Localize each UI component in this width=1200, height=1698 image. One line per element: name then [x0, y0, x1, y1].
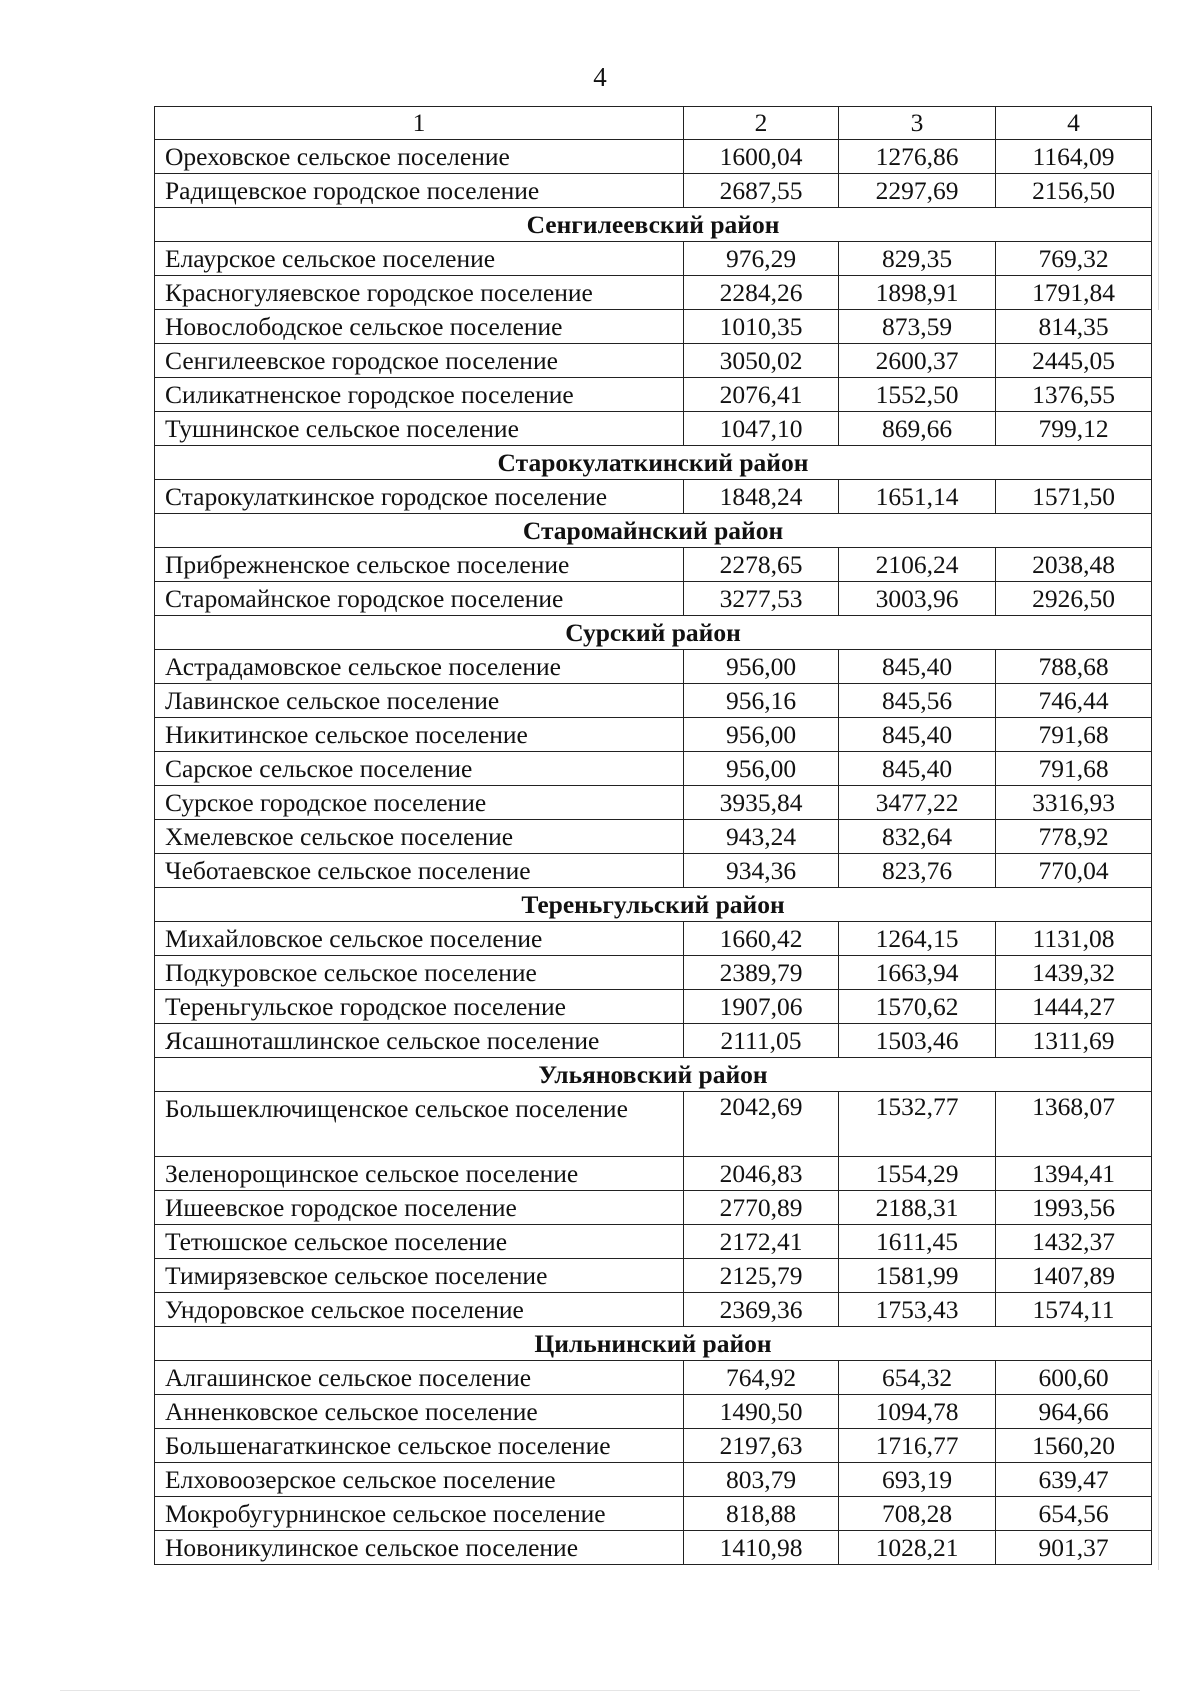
table-row [155, 752, 1152, 786]
scan-artifact [60, 1690, 1140, 1691]
value-cell-col2: 956,00 [684, 650, 839, 684]
district-header-row [155, 616, 1152, 650]
table-row [155, 1395, 1152, 1429]
value-cell-col3: 3003,96 [839, 582, 996, 616]
scan-artifact [1158, 170, 1159, 310]
settlement-name: Старокулаткинское городское поселение [155, 480, 684, 514]
table-row [155, 650, 1152, 684]
value-cell-col4: 3316,93 [996, 786, 1152, 820]
column-header: 4 [996, 107, 1152, 140]
value-cell-col3: 708,28 [839, 1497, 996, 1531]
settlement-name: Ясашноташлинское сельское поселение [155, 1024, 684, 1058]
value-cell-col2: 2172,41 [684, 1225, 839, 1259]
value-cell-col4: 2926,50 [996, 582, 1152, 616]
table-row [155, 242, 1152, 276]
table-row [155, 990, 1152, 1024]
value-cell-col2: 3050,02 [684, 344, 839, 378]
value-cell-col2: 956,16 [684, 684, 839, 718]
value-cell-col4: 1432,37 [996, 1225, 1152, 1259]
value-cell-col2: 818,88 [684, 1497, 839, 1531]
value-cell-col2: 956,00 [684, 718, 839, 752]
settlement-name: Лавинское сельское поселение [155, 684, 684, 718]
table-body [155, 107, 1152, 1565]
value-cell-col2: 2770,89 [684, 1191, 839, 1225]
table-row [155, 922, 1152, 956]
settlement-name: Силикатненское городское поселение [155, 378, 684, 412]
district-header-row [155, 888, 1152, 922]
value-cell-col3: 845,56 [839, 684, 996, 718]
value-cell-col3: 1651,14 [839, 480, 996, 514]
table-row [155, 1259, 1152, 1293]
value-cell-col4: 1439,32 [996, 956, 1152, 990]
value-cell-col3: 1554,29 [839, 1157, 996, 1191]
settlement-name: Большенагаткинское сельское поселение [155, 1429, 684, 1463]
value-cell-col2: 2046,83 [684, 1157, 839, 1191]
settlement-name: Тетюшское сельское поселение [155, 1225, 684, 1259]
value-cell-col4: 1311,69 [996, 1024, 1152, 1058]
district-name: Сенгилеевский район [155, 208, 1152, 242]
value-cell-col4: 1394,41 [996, 1157, 1152, 1191]
value-cell-col3: 1753,43 [839, 1293, 996, 1327]
table-row [155, 548, 1152, 582]
settlement-name: Тушнинское сельское поселение [155, 412, 684, 446]
value-cell-col4: 901,37 [996, 1531, 1152, 1565]
table-row [155, 1157, 1152, 1191]
table-row [155, 1429, 1152, 1463]
value-cell-col2: 2284,26 [684, 276, 839, 310]
value-cell-col2: 2687,55 [684, 174, 839, 208]
district-name: Цильнинский район [155, 1327, 1152, 1361]
value-cell-col4: 778,92 [996, 820, 1152, 854]
value-cell-col3: 2297,69 [839, 174, 996, 208]
value-cell-col3: 845,40 [839, 650, 996, 684]
settlement-name: Никитинское сельское поселение [155, 718, 684, 752]
value-cell-col3: 1264,15 [839, 922, 996, 956]
value-cell-col2: 976,29 [684, 242, 839, 276]
value-cell-col3: 2188,31 [839, 1191, 996, 1225]
value-cell-col2: 2369,36 [684, 1293, 839, 1327]
value-cell-col3: 2106,24 [839, 548, 996, 582]
value-cell-col2: 1010,35 [684, 310, 839, 344]
settlement-name: Сарское сельское поселение [155, 752, 684, 786]
value-cell-col4: 788,68 [996, 650, 1152, 684]
settlement-name: Астрадамовское сельское поселение [155, 650, 684, 684]
value-cell-col2: 2076,41 [684, 378, 839, 412]
value-cell-col2: 1660,42 [684, 922, 839, 956]
table-row [155, 1092, 1152, 1157]
value-cell-col3: 1028,21 [839, 1531, 996, 1565]
value-cell-col3: 832,64 [839, 820, 996, 854]
value-cell-col2: 1490,50 [684, 1395, 839, 1429]
value-cell-col4: 600,60 [996, 1361, 1152, 1395]
value-cell-col4: 791,68 [996, 752, 1152, 786]
district-name: Старокулаткинский район [155, 446, 1152, 480]
value-cell-col4: 814,35 [996, 310, 1152, 344]
value-cell-col4: 1376,55 [996, 378, 1152, 412]
settlement-name: Подкуровское сельское поселение [155, 956, 684, 990]
value-cell-col2: 934,36 [684, 854, 839, 888]
value-cell-col3: 654,32 [839, 1361, 996, 1395]
value-cell-col4: 799,12 [996, 412, 1152, 446]
value-cell-col2: 1410,98 [684, 1531, 839, 1565]
value-cell-col2: 3277,53 [684, 582, 839, 616]
data-table [154, 106, 1152, 1565]
value-cell-col2: 1907,06 [684, 990, 839, 1024]
table-row [155, 1531, 1152, 1565]
value-cell-col2: 1848,24 [684, 480, 839, 514]
value-cell-col3: 1276,86 [839, 140, 996, 174]
value-cell-col2: 1047,10 [684, 412, 839, 446]
settlement-name: Елаурское сельское поселение [155, 242, 684, 276]
settlement-name: Новоникулинское сельское поселение [155, 1531, 684, 1565]
settlement-name: Красногуляевское городское поселение [155, 276, 684, 310]
value-cell-col3: 823,76 [839, 854, 996, 888]
value-cell-col3: 873,59 [839, 310, 996, 344]
table-row [155, 174, 1152, 208]
table-row [155, 378, 1152, 412]
table-row [155, 276, 1152, 310]
settlement-name: Сенгилеевское городское поселение [155, 344, 684, 378]
value-cell-col4: 1407,89 [996, 1259, 1152, 1293]
settlement-name: Мокробугурнинское сельское поселение [155, 1497, 684, 1531]
settlement-name: Елховоозерское сельское поселение [155, 1463, 684, 1497]
table-row [155, 1293, 1152, 1327]
district-name: Сурский район [155, 616, 1152, 650]
value-cell-col2: 2111,05 [684, 1024, 839, 1058]
value-cell-col4: 1368,07 [996, 1092, 1152, 1157]
value-cell-col2: 2197,63 [684, 1429, 839, 1463]
table-row [155, 1497, 1152, 1531]
value-cell-col2: 1600,04 [684, 140, 839, 174]
settlement-name: Радищевское городское поселение [155, 174, 684, 208]
settlement-name: Тереньгульское городское поселение [155, 990, 684, 1024]
settlement-name: Тимирязевское сельское поселение [155, 1259, 684, 1293]
district-name: Тереньгульский район [155, 888, 1152, 922]
district-header-row [155, 1327, 1152, 1361]
column-header: 1 [155, 107, 684, 140]
column-header: 2 [684, 107, 839, 140]
district-header-row [155, 208, 1152, 242]
settlement-name: Большеключищенское сельское поселение [155, 1092, 684, 1157]
value-cell-col3: 829,35 [839, 242, 996, 276]
value-cell-col4: 2156,50 [996, 174, 1152, 208]
value-cell-col3: 3477,22 [839, 786, 996, 820]
district-header-row [155, 514, 1152, 548]
value-cell-col4: 1131,08 [996, 922, 1152, 956]
value-cell-col4: 1574,11 [996, 1293, 1152, 1327]
value-cell-col3: 869,66 [839, 412, 996, 446]
value-cell-col4: 769,32 [996, 242, 1152, 276]
value-cell-col4: 1993,56 [996, 1191, 1152, 1225]
settlement-name: Алгашинское сельское поселение [155, 1361, 684, 1395]
value-cell-col3: 1611,45 [839, 1225, 996, 1259]
settlement-name: Чеботаевское сельское поселение [155, 854, 684, 888]
value-cell-col2: 2389,79 [684, 956, 839, 990]
settlement-name: Зеленорощинское сельское поселение [155, 1157, 684, 1191]
table-row [155, 480, 1152, 514]
table-row [155, 140, 1152, 174]
settlement-name: Анненковское сельское поселение [155, 1395, 684, 1429]
value-cell-col3: 845,40 [839, 752, 996, 786]
value-cell-col4: 2445,05 [996, 344, 1152, 378]
value-cell-col3: 1532,77 [839, 1092, 996, 1157]
value-cell-col2: 803,79 [684, 1463, 839, 1497]
value-cell-col4: 1571,50 [996, 480, 1152, 514]
settlement-name: Хмелевское сельское поселение [155, 820, 684, 854]
value-cell-col4: 639,47 [996, 1463, 1152, 1497]
column-header: 3 [839, 107, 996, 140]
district-header-row [155, 446, 1152, 480]
table-row [155, 412, 1152, 446]
value-cell-col4: 1164,09 [996, 140, 1152, 174]
table-row [155, 1361, 1152, 1395]
table-row [155, 956, 1152, 990]
settlement-name: Прибрежненское сельское поселение [155, 548, 684, 582]
value-cell-col4: 791,68 [996, 718, 1152, 752]
value-cell-col2: 3935,84 [684, 786, 839, 820]
settlement-name: Ундоровское сельское поселение [155, 1293, 684, 1327]
table-row [155, 1191, 1152, 1225]
value-cell-col2: 764,92 [684, 1361, 839, 1395]
value-cell-col3: 693,19 [839, 1463, 996, 1497]
district-header-row [155, 1058, 1152, 1092]
table-row [155, 1225, 1152, 1259]
value-cell-col3: 1570,62 [839, 990, 996, 1024]
table-row [155, 820, 1152, 854]
value-cell-col3: 1552,50 [839, 378, 996, 412]
value-cell-col2: 2278,65 [684, 548, 839, 582]
value-cell-col2: 2125,79 [684, 1259, 839, 1293]
value-cell-col3: 1094,78 [839, 1395, 996, 1429]
table-row [155, 786, 1152, 820]
settlement-name: Ишеевское городское поселение [155, 1191, 684, 1225]
value-cell-col4: 746,44 [996, 684, 1152, 718]
settlement-name: Ореховское сельское поселение [155, 140, 684, 174]
table-row [155, 344, 1152, 378]
value-cell-col2: 2042,69 [684, 1092, 839, 1157]
settlement-name: Сурское городское поселение [155, 786, 684, 820]
settlement-name: Новослободское сельское поселение [155, 310, 684, 344]
table-header-row [155, 107, 1152, 140]
table-row [155, 854, 1152, 888]
value-cell-col3: 845,40 [839, 718, 996, 752]
value-cell-col3: 2600,37 [839, 344, 996, 378]
table-row [155, 718, 1152, 752]
value-cell-col4: 2038,48 [996, 548, 1152, 582]
value-cell-col4: 654,56 [996, 1497, 1152, 1531]
settlement-name: Михайловское сельское поселение [155, 922, 684, 956]
table-row [155, 1024, 1152, 1058]
value-cell-col4: 1791,84 [996, 276, 1152, 310]
value-cell-col3: 1503,46 [839, 1024, 996, 1058]
value-cell-col4: 770,04 [996, 854, 1152, 888]
table-row [155, 582, 1152, 616]
page-number: 4 [593, 62, 607, 92]
table-row [155, 1463, 1152, 1497]
value-cell-col4: 964,66 [996, 1395, 1152, 1429]
district-name: Ульяновский район [155, 1058, 1152, 1092]
value-cell-col4: 1560,20 [996, 1429, 1152, 1463]
settlement-name: Старомайнское городское поселение [155, 582, 684, 616]
value-cell-col3: 1581,99 [839, 1259, 996, 1293]
district-name: Старомайнский район [155, 514, 1152, 548]
value-cell-col3: 1716,77 [839, 1429, 996, 1463]
value-cell-col2: 943,24 [684, 820, 839, 854]
table-row [155, 310, 1152, 344]
value-cell-col2: 956,00 [684, 752, 839, 786]
value-cell-col3: 1898,91 [839, 276, 996, 310]
scan-artifact [1158, 1370, 1159, 1570]
value-cell-col4: 1444,27 [996, 990, 1152, 1024]
table-row [155, 684, 1152, 718]
value-cell-col3: 1663,94 [839, 956, 996, 990]
